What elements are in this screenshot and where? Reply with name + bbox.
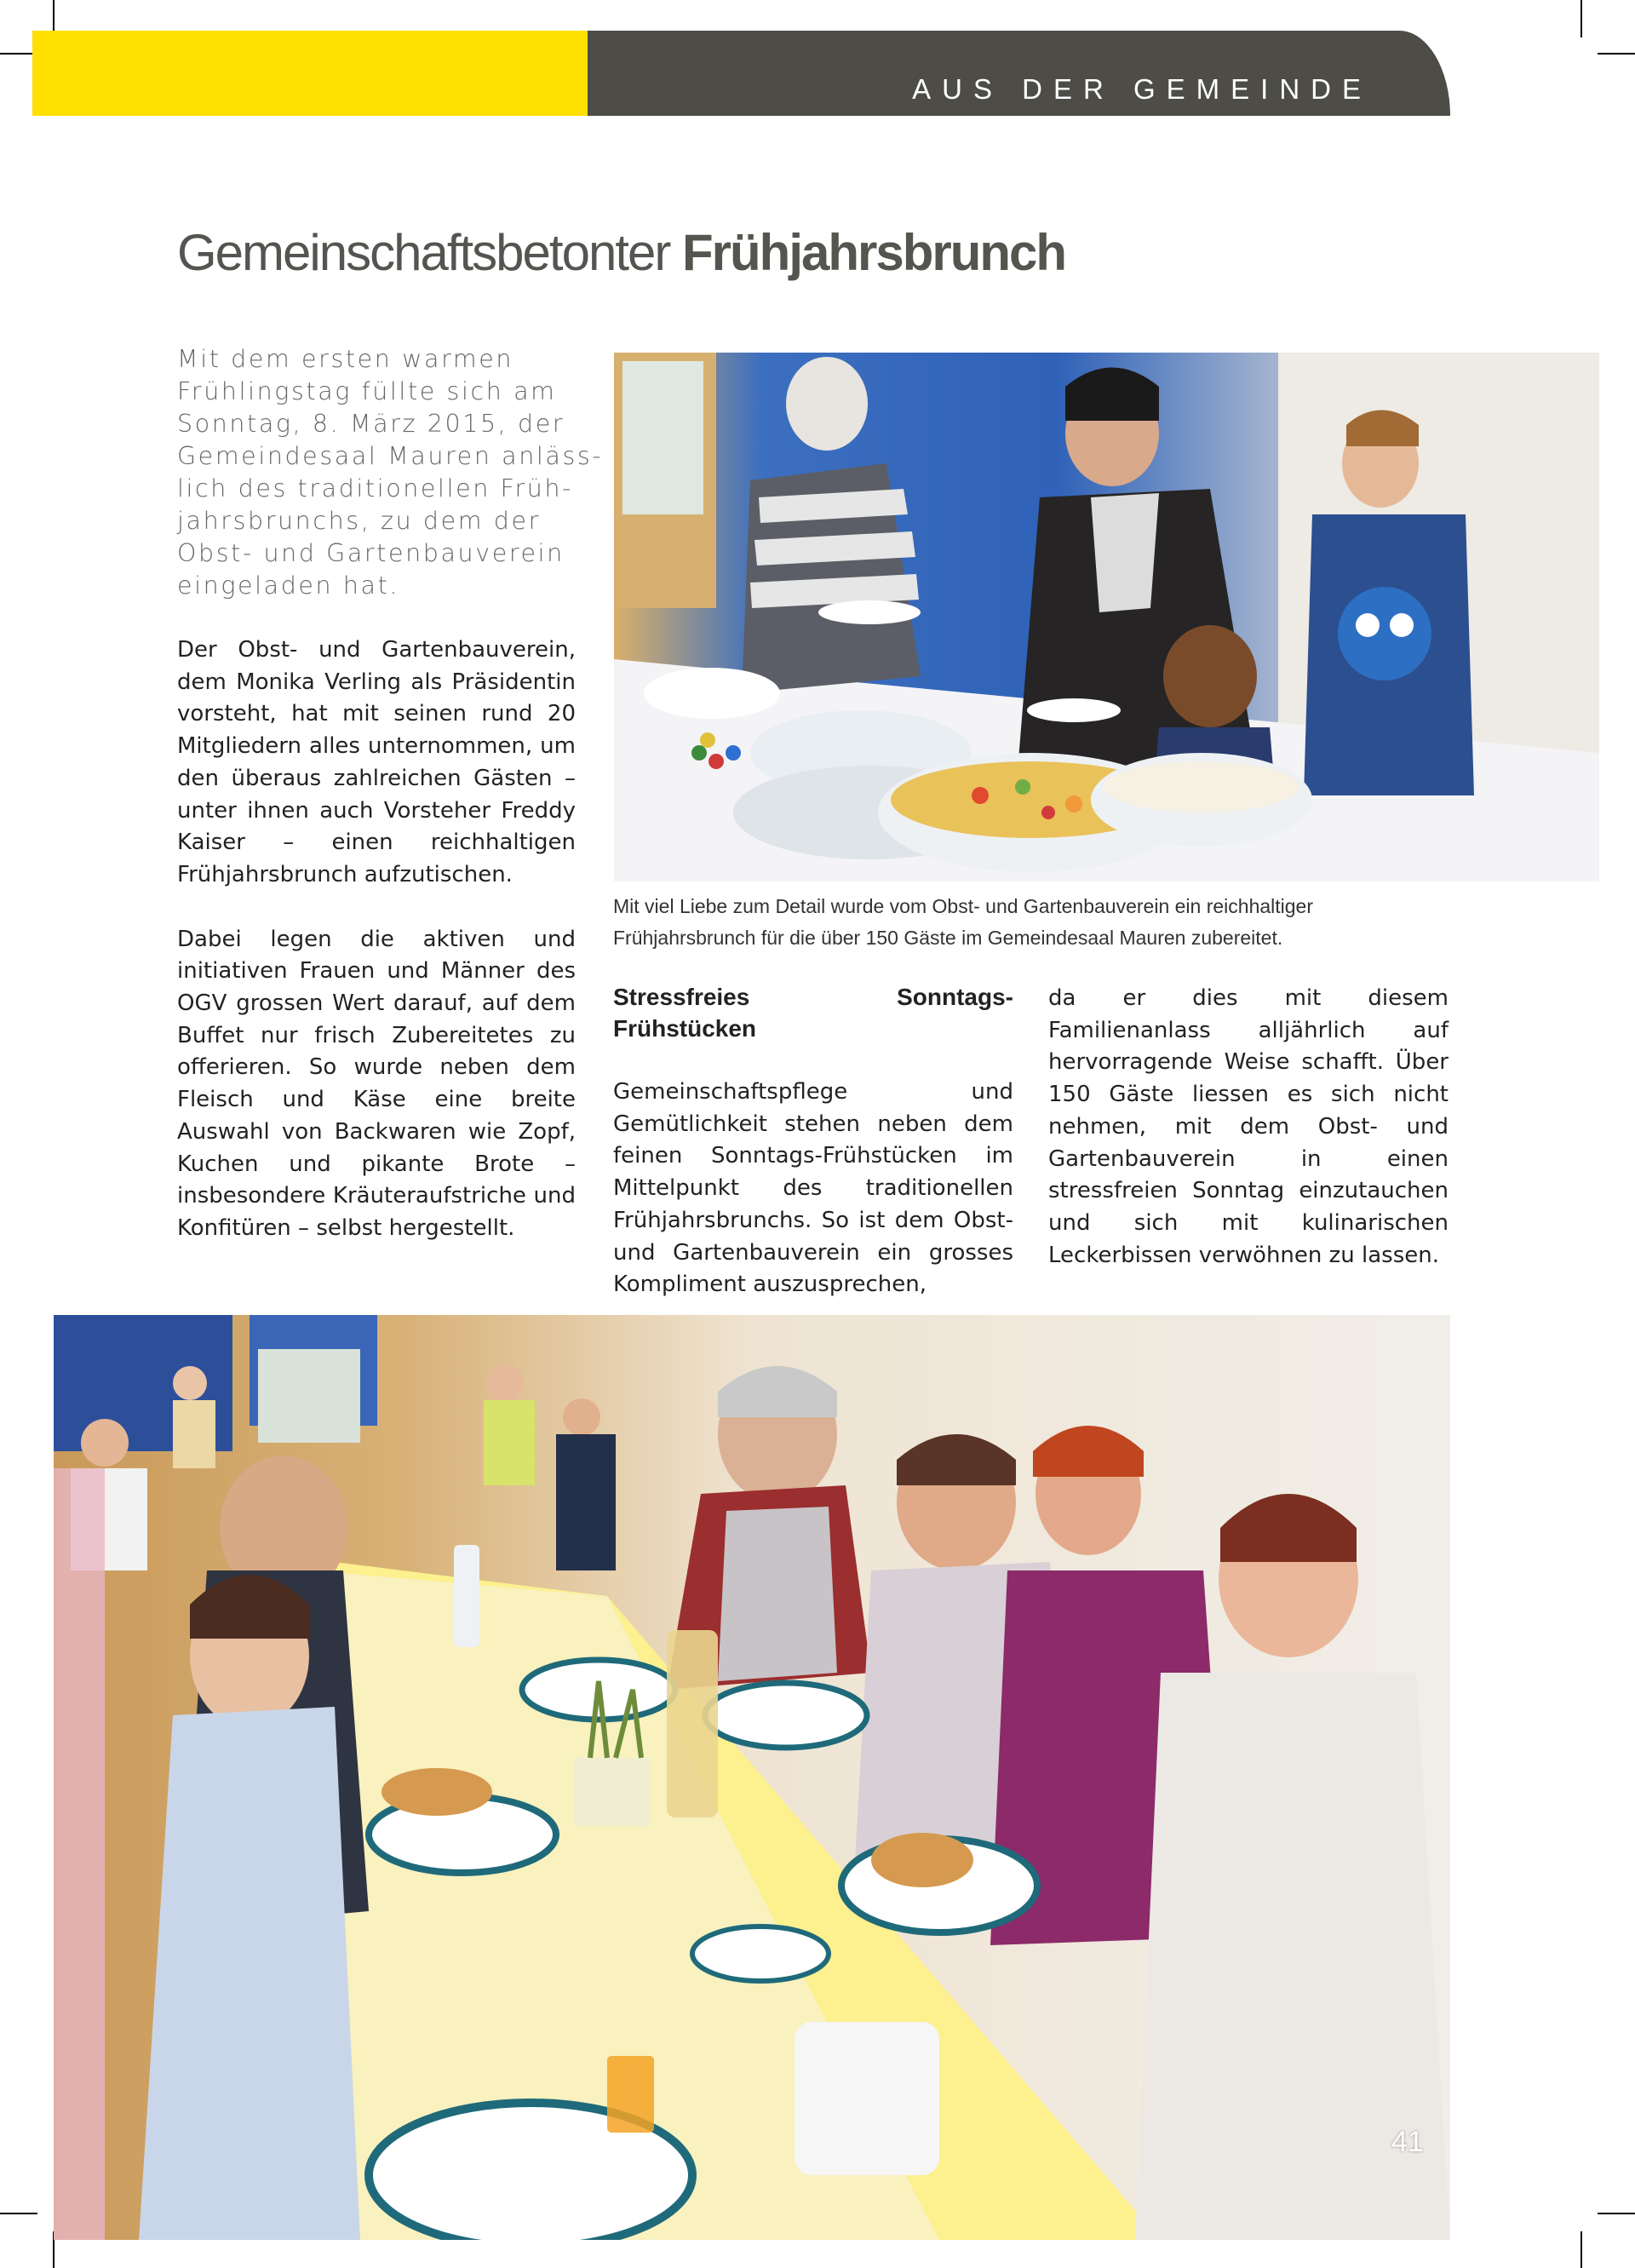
paragraph: da er dies mit diesem Familienanlass alljährlich auf hervorragende Weise schafft. Über 150 Gäste liessen es sich nicht nehmen, mit dem Obst- und Gartenbauverein in einen stressfreien Sonntag einzutauchen und sich mit kulinarischen Leckerbissen verwöhnen zu lassen. — [1048, 985, 1449, 1268]
article-title — [177, 223, 1454, 282]
lead-line: lich des traditionellen Früh- — [177, 474, 573, 502]
lead-line: Mit dem ersten warmen — [177, 345, 514, 373]
lead-line: Sonntag, 8. März 2015, der — [177, 410, 565, 438]
subheading: Stressfreies Sonntags-Frühstücken — [613, 984, 1013, 1042]
photo-caption: Mit viel Liebe zum Detail wurde vom Obst- und Gartenbauverein ein reichhaltiger Frühjahrsbrunch für die über 150 Gäste im Gemeindesaal Mauren zubereitet. — [613, 895, 1314, 949]
page-number: 41 — [1391, 2126, 1424, 2158]
body-column-3 — [1048, 983, 1449, 1272]
paragraph: Der Obst- und Gartenbauverein, dem Monika Verling als Präsidentin vorsteht, hat mit seinen rund 20 Mitgliedern alles unternommen, um den überaus zahlreichen Gästen – unter ihnen auch Vorsteher Freddy Kaiser – einen reichhaltigen Frühjahrsbrunch aufzutischen. — [177, 637, 576, 887]
title-light: Gemeinschaftsbetonter — [177, 224, 683, 281]
crop-mark — [1580, 2231, 1582, 2268]
body-column-2 — [613, 981, 1013, 1301]
crop-mark — [1598, 2213, 1635, 2214]
section-label: AUS DER GEMEINDE — [912, 73, 1372, 105]
body-column-1 — [177, 634, 576, 1245]
paragraph: Dabei legen die aktiven und initiativen Frauen und Männer des OGV grossen Wert darauf, auf dem Buffet nur frisch Zubereitetes zu offerieren. So wurde neben dem Fleisch und Käse eine breite Auswahl von Backwaren wie Zopf, Kuchen und pikante Brote – insbesondere Kräuteraufstriche und Konfitüren – selbst hergestellt. — [177, 926, 576, 1241]
lead-line: Gemeindesaal Mauren anläss- — [177, 442, 604, 470]
crop-mark — [1580, 0, 1582, 37]
lead-line: jahrsbrunchs, zu dem der — [177, 507, 541, 535]
article-lead — [177, 343, 604, 602]
header-accent-yellow — [32, 31, 588, 116]
lead-line: Frühlingstag füllte sich am — [177, 377, 557, 405]
crop-mark — [0, 2213, 37, 2214]
lead-line: eingeladen hat. — [177, 571, 400, 600]
brunch-table-photo — [54, 1315, 1450, 2240]
title-bold: Frühjahrsbrunch — [682, 224, 1066, 281]
buffet-photo — [614, 353, 1599, 881]
header-band — [588, 31, 1450, 116]
lead-line: Obst- und Gartenbauverein — [177, 539, 565, 567]
paragraph: Gemeinschaftspflege und Gemütlichkeit stehen neben dem feinen Sonntags-Frühstücken im Mittelpunkt des traditionellen Frühjahrsbrunchs. So ist dem Obst- und Gartenbauverein ein grosses Kompliment auszusprechen, — [613, 1079, 1013, 1298]
crop-mark — [1598, 53, 1635, 55]
